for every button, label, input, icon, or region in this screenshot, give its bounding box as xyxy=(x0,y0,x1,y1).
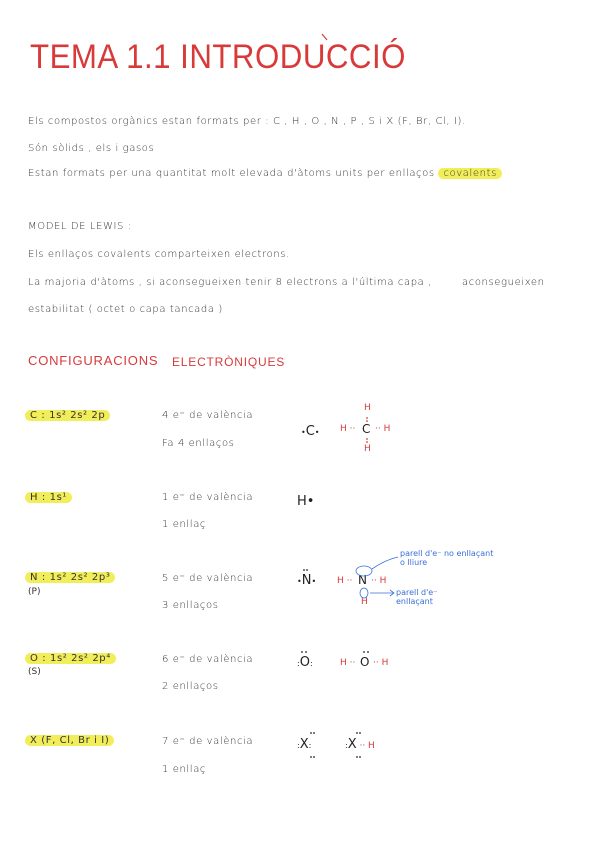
lewis-c-symbol: C xyxy=(305,424,315,439)
lewis-x-symbol: X xyxy=(299,737,309,752)
config-o-text: O : 1s² 2s² 2p⁴ xyxy=(25,653,116,664)
methane-h-right: ·· H xyxy=(375,424,391,434)
bonds-o: 2 enllaços xyxy=(162,681,219,692)
lewis-x: :X: xyxy=(297,737,312,752)
ammonia-h-bottom: H xyxy=(361,597,368,607)
config-h-text: H : 1s¹ xyxy=(25,492,72,503)
water-h-right: ·· H xyxy=(373,658,389,668)
methane-h-left: H ·· xyxy=(340,424,356,434)
bonds-c: Fa 4 enllaços xyxy=(162,438,235,449)
valence-o: 6 e⁻ de valència xyxy=(162,654,254,665)
lone-pair-circle xyxy=(356,566,372,576)
valence-x: 7 e⁻ de valència xyxy=(162,736,254,747)
lewis-line-2: La majoria d'àtoms , si aconsegueixen tenir 8 electrons a l'última capa , xyxy=(28,277,432,288)
methane-h-top: H xyxy=(364,403,371,413)
lewis-heading: MODEL DE LEWIS : xyxy=(28,221,132,232)
intro-line-3-text: Estan formats per una quantitat molt elevada d'àtoms units per enllaços xyxy=(28,168,435,179)
lewis-line-3: estabilitat ( octet o capa tancada ) xyxy=(28,304,223,315)
ammonia-h-right: ·· H xyxy=(371,576,387,586)
lewis-o: :O: xyxy=(297,655,313,670)
methane-h-bottom: H xyxy=(364,444,371,454)
intro-line-2: Són sòlids , els i gasos xyxy=(28,143,155,154)
bonding-pair-circle xyxy=(360,588,368,598)
intro-line-1: Els compostos orgànics estan formats per : C , H , O , N , P , S i X (F, Br, Cl, I). xyxy=(28,116,466,127)
config-x-text: X (F, Cl, Br i I) xyxy=(25,735,114,746)
config-n-sub: (P) xyxy=(28,587,41,597)
lewis-n: •N• xyxy=(297,573,317,588)
lewis-c: •C• xyxy=(301,424,320,439)
config-c-text: C : 1s² 2s² 2p xyxy=(25,410,110,421)
config-heading-2: ELECTRÒNIQUES xyxy=(172,355,286,369)
lone-pair-arrow xyxy=(372,557,398,569)
lewis-h: H• xyxy=(297,494,315,509)
bonds-x: 1 enllaç xyxy=(162,764,207,775)
ammonia-h-left: H ·· xyxy=(337,576,353,586)
covalents-highlight: covalents xyxy=(438,168,501,179)
page-title: TEMA 1.1 INTRODUCCIÓ xyxy=(30,38,406,76)
lewis-line-1: Els enllaços covalents comparteixen electrons. xyxy=(28,249,290,260)
bonds-h: 1 enllaç xyxy=(162,519,207,530)
lewis-n-symbol: N xyxy=(301,573,312,588)
valence-h: 1 e⁻ de valència xyxy=(162,492,254,503)
water-h-left: H ·· xyxy=(340,658,356,668)
ammonia-n: N xyxy=(358,573,367,587)
lewis-line-2-right: aconsegueixen xyxy=(462,277,545,288)
water-o: O xyxy=(360,655,370,669)
bonds-n: 3 enllaços xyxy=(162,600,219,611)
title-accent-mark xyxy=(322,34,327,40)
valence-c: 4 e⁻ de valència xyxy=(162,410,254,421)
config-heading-1: CONFIGURACIONS xyxy=(28,353,159,368)
valence-n: 5 e⁻ de valència xyxy=(162,573,254,584)
config-o-sub: (S) xyxy=(28,667,41,677)
bonding-pair-note: parell d'e⁻ enllaçant xyxy=(396,588,438,606)
lewis-o-symbol: O xyxy=(299,655,310,670)
halide-x: :X ·· H xyxy=(345,737,375,752)
lone-pair-note: parell d'e⁻ no enllaçant o lliure xyxy=(400,549,494,567)
methane-c: C xyxy=(362,422,371,436)
config-n-text: N : 1s² 2s² 2p³ xyxy=(25,572,115,583)
